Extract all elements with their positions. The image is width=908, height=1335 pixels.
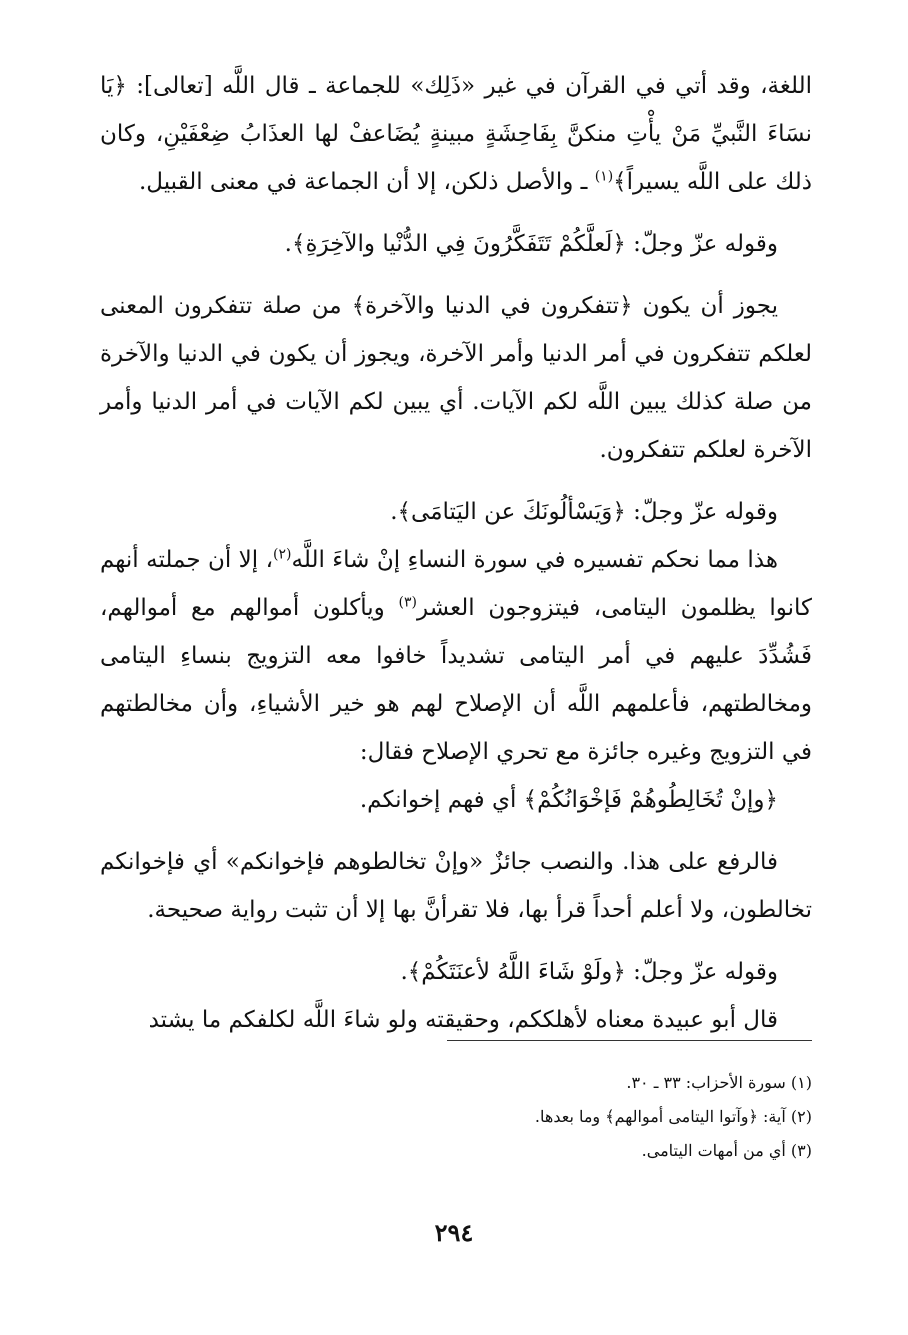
footnote: (٢) آية: ﴿وآتوا اليتامى أموالهم﴾ وما بعدها. [534,1107,812,1126]
text-run: وقوله عزّ وجلّ: ﴿ولَوْ شَاءَ اللَّهُ لأعنَتَكُمْ﴾. [400,959,778,985]
footnote: (٣) أي من أمهات اليتامى. [641,1141,812,1160]
footnote: (١) سورة الأحزاب: ٣٣ ـ ٣٠. [626,1073,812,1092]
footnote-ref: (٢) [273,546,292,563]
verse-line [100,776,812,824]
text-run: وقوله عزّ وجلّ: ﴿لَعلَّكُمْ تَتَفَكَّرُونَ فِي الدُّنْيا والآخِرَةِ﴾. [284,231,778,257]
text-run: قال أبو عبيدة معناه لأهلككم، وحقيقته ولو شاءَ اللَّه لكلفكم ما يشتد [148,1007,778,1033]
text-run: فالرفع على هذا. والنصب جائزٌ «وإنْ تخالطوهم فإخوانكم» أي فإخوانكم تخالطون، ولا أعلم أحداً قرأ بها، فلا تقرأنَّ بها إلا أن تثبت رواية صحيحة. [100,849,812,923]
text-run: ، إلا أن جملته أنهم كانوا يظلمون اليتامى، فيتزوجون العشر [100,547,812,621]
paragraph [100,282,812,474]
footnote-ref: (١) [594,168,614,185]
verse-heading [100,948,812,996]
paragraph [100,536,812,776]
text-run: ﴿وإنْ تُخَالِطُوهُمْ فَإخْوَانُكُمْ﴾ أي فهم إخوانكم. [359,787,778,813]
footnotes [100,1066,812,1168]
text-run: اللغة، وقد أتي في القرآن في غير «ذَلِك» للجماعة ـ قال اللَّه [تعالى]: ﴿يَا نسَاءَ النَّبيِّ مَنْ يأْتِ منكنَّ بِفَاحِشَةٍ مبينةٍ يُضَاعفْ لها العذَابُ ضِعْفَيْنِ، وكان ذلك على اللَّه يسيراً﴾ [100,73,812,195]
paragraph [100,62,812,206]
footnote-ref: (٣) [398,594,417,611]
text-run: هذا مما نحكم تفسيره في سورة النساءِ إنْ شاءَ اللَّه [291,547,778,573]
text-run: ـ والأصل ذلكن، إلا أن الجماعة في معنى القبيل. [138,169,595,195]
footnote-divider [447,1040,812,1041]
text-run: يجوز أن يكون ﴿تتفكرون في الدنيا والآخرة﴾ من صلة تتفكرون المعنى لعلكم تتفكرون في أمر الدنيا وأمر الآخرة، ويجوز أن يكون في الدنيا والآخرة من صلة كذلك يبين اللَّه لكم الآيات. أي يبين لكم الآيات في أمر الدنيا وأمر الآخرة لعلكم تتفكرون. [100,293,812,463]
page-number: ٢٩٤ [434,1218,474,1247]
paragraph [100,996,812,1044]
verse-heading [100,488,812,536]
verse-heading [100,220,812,268]
main-text [100,62,812,1044]
text-run: ويأكلون أموالهم مع أموالهم، فَشُدِّدَ عليهم في أمر اليتامى تشديداً خافوا معه التزويج بنساءِ اليتامى ومخالطتهم، فأعلمهم اللَّه أن الإصلاح لهم هو خير الأشياءِ، وأن مخالطتهم في التزويج وغيره جائزة مع تحري الإصلاح فقال: [100,595,812,765]
paragraph [100,838,812,934]
text-run: وقوله عزّ وجلّ: ﴿وَيَسْألُونَكَ عن اليَتامَى﴾. [390,499,778,525]
